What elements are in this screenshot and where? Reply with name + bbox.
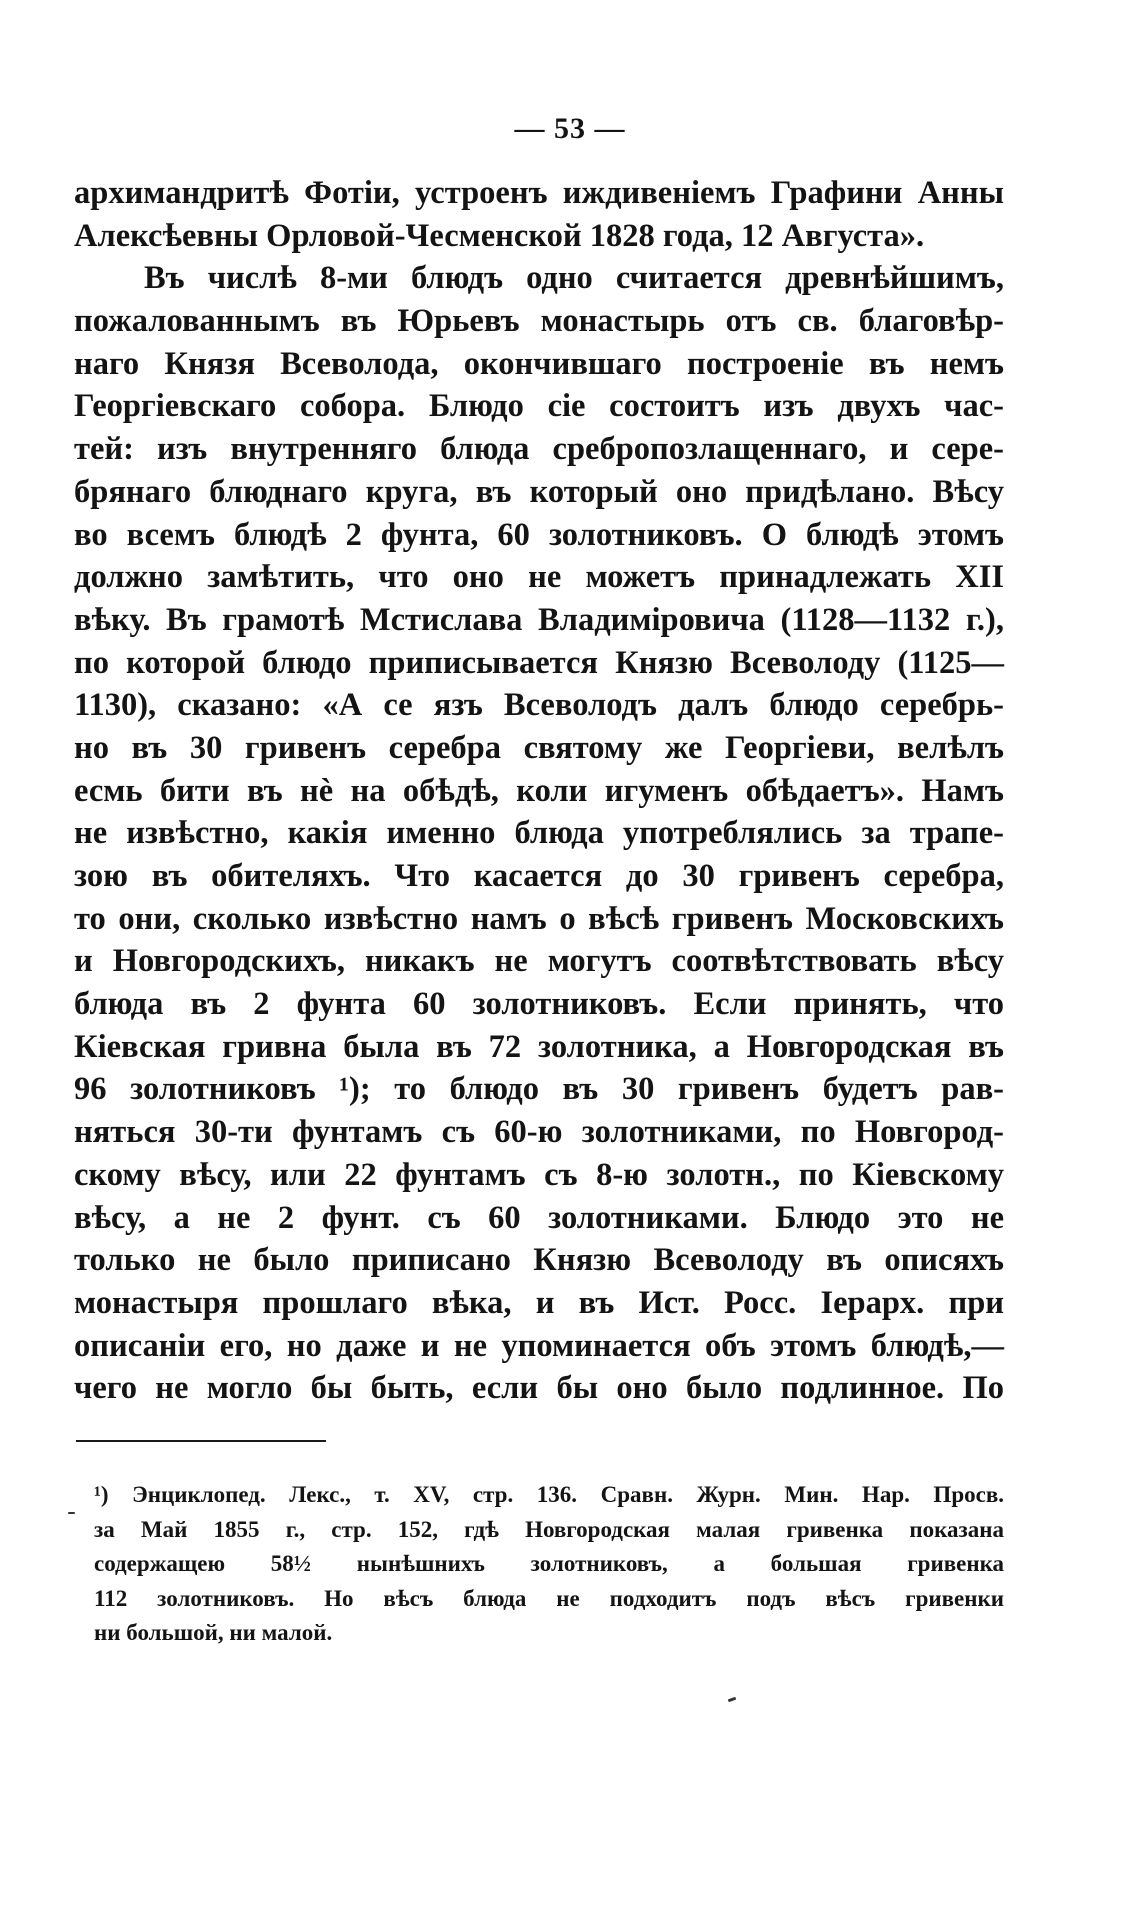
text-line: зою въ обителяхъ. Что касается до 30 гривенъ серебра, — [74, 858, 1004, 894]
text-line: чего не могло бы быть, если бы оно было подлинное. По — [74, 1370, 1004, 1407]
main-text-block — [74, 172, 1004, 1410]
text-line: описаніи его, но даже и не упоминается объ этомъ блюдѣ,— — [74, 1327, 1004, 1364]
footnote-line: 112 золотниковъ. Но вѣсъ блюда не подходитъ подъ вѣсъ гривенки — [94, 1585, 1004, 1611]
text-line: Въ числѣ 8-ми блюдъ одно считается древнѣйшимъ, — [144, 260, 1004, 297]
text-line: блюда въ 2 фунта 60 золотниковъ. Если принять, что — [74, 986, 1004, 1023]
footnote-divider — [76, 1440, 326, 1442]
text-line: во всемъ блюдѣ 2 фунта, 60 золотниковъ. О блюдѣ этомъ — [74, 516, 1004, 553]
text-line: но въ 30 гривенъ серебра святому же Георгіеви, велѣлъ — [74, 729, 1004, 766]
text-line: должно замѣтить, что оно не можетъ принадлежать XII — [74, 559, 1004, 596]
text-line: Георгіевскаго собора. Блюдо сіе состоитъ изъ двухъ час- — [74, 388, 1004, 425]
text-line: няться 30-ти фунтамъ съ 60-ю золотниками, по Новгород- — [74, 1114, 1004, 1151]
footnote-line: ¹) Энциклопед. Лекс., т. XV, стр. 136. Сравн. Журн. Мин. Нар. Просв. — [94, 1482, 1004, 1507]
text-line: 96 золотниковъ ¹); то блюдо въ 30 гривенъ будетъ рав- — [74, 1071, 1004, 1108]
footnote-line: за Май 1855 г., стр. 152, гдѣ Новгородская малая гривенка показана — [94, 1516, 1004, 1542]
text-line: по которой блюдо приписывается Князю Всеволоду (1125— — [74, 644, 1004, 681]
text-line: только не было приписано Князю Всеволоду въ описяхъ — [74, 1242, 1004, 1279]
footnote-line: ни большой, ни малой. — [94, 1620, 333, 1645]
scan-speck — [68, 1512, 75, 1514]
text-line: архимандритѣ Фотіи, устроенъ иждивеніемъ Графини Анны — [74, 175, 1004, 211]
text-line: скому вѣсу, или 22 фунтамъ съ 8-ю золотн., по Кіевскому — [74, 1156, 1004, 1193]
text-line: брянаго блюднаго круга, въ который оно придѣлано. Вѣсу — [74, 473, 1004, 510]
text-line: пожалованнымъ въ Юрьевъ монастырь отъ св. благовѣр- — [74, 303, 1004, 340]
text-line: Кіевская гривна была въ 72 золотника, а Новгородская въ — [74, 1028, 1004, 1065]
text-line: тей: изъ внутренняго блюда сребропозлащеннаго, и сере- — [74, 431, 1004, 468]
text-line: не извѣстно, какія именно блюда употреблялись за трапе- — [74, 815, 1004, 852]
text-line: то они, сколько извѣстно намъ о вѣсѣ гривенъ Московскихъ — [74, 900, 1004, 937]
text-line: наго Князя Всеволода, окончившаго построеніе въ немъ — [74, 345, 1004, 382]
footnote-block — [94, 1478, 1004, 1651]
text-line: монастыря прошлаго вѣка, и въ Ист. Росс. Іерарх. при — [74, 1284, 1004, 1321]
text-line: 1130), сказано: «А се язъ Всеволодъ далъ блюдо серебрь- — [74, 687, 1004, 724]
text-line: Алексѣевны Орловой-Чесменской 1828 года, 12 Августа». — [74, 217, 925, 254]
scan-speck — [728, 1697, 737, 1703]
text-line: и Новгородскихъ, никакъ не могутъ соотвѣтствовать вѣсу — [74, 943, 1004, 980]
footnote-line: содержащею 58½ нынѣшнихъ золотниковъ, а большая гривенка — [94, 1551, 1004, 1576]
text-line: вѣсу, а не 2 фунт. съ 60 золотниками. Блюдо это не — [74, 1199, 1004, 1236]
page-number: — 53 — — [514, 112, 626, 145]
text-line: вѣку. Въ грамотѣ Мстислава Владиміровича (1128—1132 г.), — [74, 601, 1004, 638]
text-line: есмь бити въ нѐ на обѣдѣ, коли игуменъ обѣдаетъ». Намъ — [74, 772, 1004, 809]
